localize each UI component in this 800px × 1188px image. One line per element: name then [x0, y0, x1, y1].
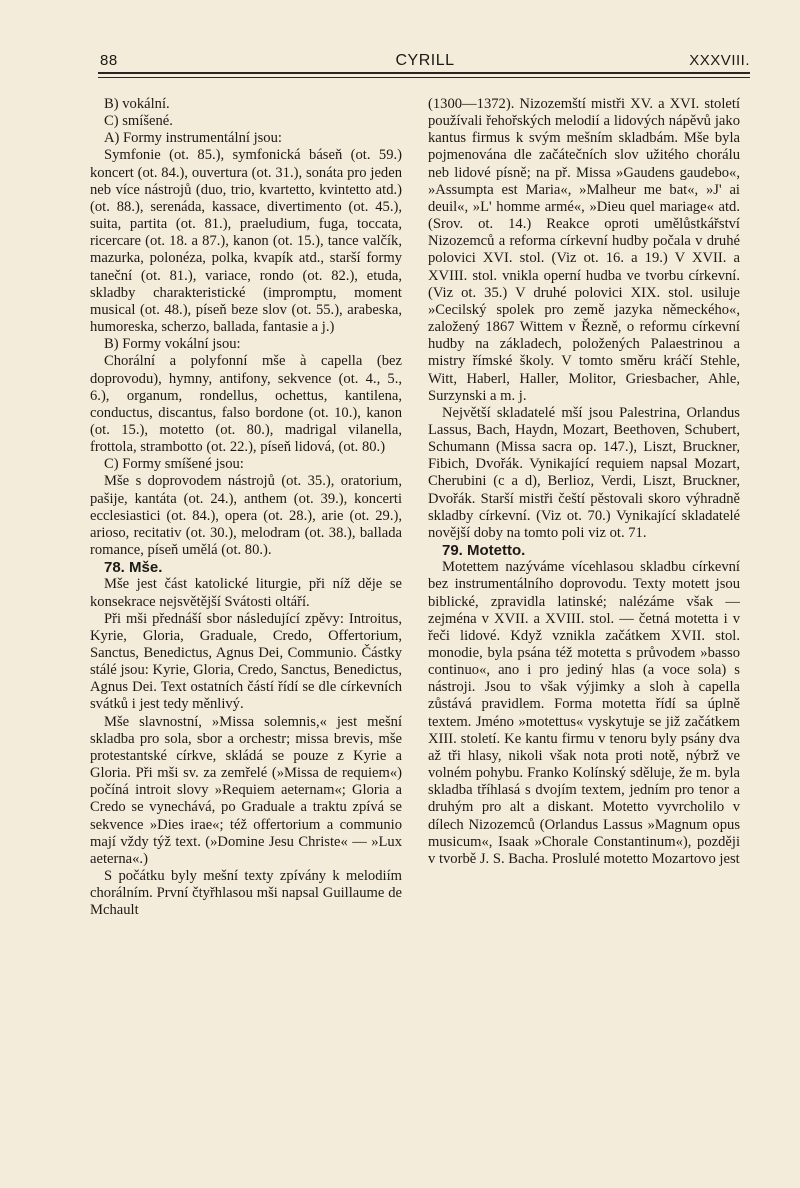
- subheading: B) Formy vokální jsou:: [104, 336, 241, 353]
- header-rule-thin: [98, 77, 750, 78]
- volume-number: XXXVIII.: [689, 52, 750, 69]
- subheading: A) Formy instrumentální jsou:: [104, 130, 282, 147]
- section-heading-79: 79. Motetto.: [442, 542, 526, 560]
- left-column: [90, 96, 402, 920]
- paragraph: S počátku byly mešní texty zpívány k melodiím chorálním. První čtyřhlasou mši napsal Guillaume de Mchault: [90, 868, 402, 919]
- subheading: C) Formy smíšené jsou:: [104, 456, 244, 473]
- paragraph: (1300—1372). Nizozemští mistři XV. a XVI. století používali řehořských melodií a lidových nápěvů jako kantus firmus k svým mešním skladbám. Mše byla pojmenována dle začátečních slov užitého chorálu neb lidové písně; na př. Missa »Gaudens gaudebo«, »Assumpta est Maria«, »Malheur me bat«, »J' ai deuil«, »L' homme armé«, »Dieu quel mariage« atd. (Srov. ot. 14.) Reakce oproti umělůstkářství Nizozemců a reforma církevní hudby počala v druhé polovici XVI. stol. (Viz ot. 16. a 19.) V XVII. a XVIII. stol. vnikla operní hudba ve tvorbu církevní. (Viz ot. 35.) V druhé polovici XIX. stol. usiluje »Cecilský spolek pro země jazyka německého«, založený 1867 Wittem v Řezně, o reformu církevní hudby na základech, položených Palaestrinou a mistry římské školy. V tomto směru kráčí Stehle, Witt, Haberl, Haller, Molitor, Griesbacher, Ahle, Surzynski a m. j.: [428, 96, 740, 404]
- paragraph: Motettem nazýváme vícehlasou skladbu církevní bez instrumentálního doprovodu. Texty motett jsou biblické, zpravidla latinské; nalézáme však — zejména v XVII. a XVIII. stol. — četná motetta i v řeči lidové. Když vznikla začátkem XVII. stol. monodie, byla psána též motetta s průvodem »basso continuo«, ano i pro jediný hlas (a voce sola) s nástroji. Jsou to však výjimky a sloh à capella zůstává pravidlem. Forma motetta řídí sa úplně textem. Jméno »motettus« vyskytuje se již začátkem XIII. století. Ke kantu firmu v tenoru byly psány dva až tři hlasy, nikoli však nota proti notě, nýbrž ve volném pohybu. Franko Kolínský sděluje, že m. byla skladba tříhlasá s dvojím textem, jedním pro tenor a druhým pro alt a diskant. Motetto vyvrcholilo v dílech Nizozemců (Orlandus Lassus »Magnum opus musicum«, Isaak »Chorale Constantinum«), později v tvorbě J. S. Bacha. Proslulé motetto Mozartovo jest: [428, 559, 740, 867]
- list-item: C) smíšené.: [104, 113, 173, 130]
- paragraph: Největší skladatelé mší jsou Palestrina, Orlandus Lassus, Bach, Haydn, Mozart, Beethoven, Schubert, Schumann (Missa sacra op. 147.), Liszt, Bruckner, Fibich, Dvořák. Vynikající requiem napsal Mozart, Cherubini (c a d), Berlioz, Verdi, Liszt, Bruckner, Dvořák. Starší mistři čeští pěstovali skoro výhradně skladby církevní. (Viz ot. 70.) Vynikající skladatelé novější doby na tomto poli viz ot. 71.: [428, 404, 740, 541]
- paragraph: Mše s doprovodem nástrojů (ot. 35.), oratorium, pašije, kantáta (ot. 24.), anthem (ot. 39.), koncerti ecclesiastici (ot. 84.), opera (ot. 28.), arie (ot. 29.), arioso, recitativ (ot. 30.), melodram (ot. 38.), ballada romance, píseň umělá (ot. 80.).: [90, 473, 402, 559]
- right-column: [428, 96, 740, 868]
- page-number: 88: [100, 52, 118, 69]
- paragraph: Symfonie (ot. 85.), symfonická báseň (ot. 59.) koncert (ot. 84.), ouvertura (ot. 31.), sonáta pro jeden neb více nástrojů (duo, trio, kvartetto, kvintetto atd.) (ot. 88.), serenáda, kassace, divertimento (ot. 45.), suita, partita (ot. 81.), praeludium, fuga, toccata, ricercare (ot. 18. a 87.), kanon (ot. 15.), tance valčík, mazurka, polonéza, polka, kvapík atd., starší formy taneční (ot. 81.), variace, rondo (ot. 82.), etuda, skladby charakteristické (impromptu, moment musical (ot. 48.), píseň beze slov (ot. 55.), arabeska, humoreska, scherzo, ballada, fantasie a j.): [90, 147, 402, 336]
- header-rule: [98, 72, 750, 74]
- running-title: CYRILL: [395, 52, 455, 69]
- section-heading-78: 78. Mše.: [104, 559, 163, 577]
- paragraph: Při mši přednáší sbor následující zpěvy: Introitus, Kyrie, Gloria, Graduale, Credo, Offertorium, Sanctus, Benedictus, Agnus Dei, Communio. Částky stálé jsou: Kyrie, Gloria, Credo, Sanctus, Benedictus, Agnus Dei. Text ostatních částí řídí se dle církevních svátků i jest tedy měnlivý.: [90, 610, 402, 713]
- paragraph: Chorální a polyfonní mše à capella (bez doprovodu), hymny, antifony, sekvence (ot. 4., 5., 6.), organum, rondellus, ochettus, kantilena, conductus, discantus, falso bordone (ot. 10.), kanon (ot. 15.), motetto (ot. 80.), madrigal vilanella, frottola, strambotto (ot. 22.), píseň lidová, (ot. 80.): [90, 353, 402, 456]
- list-item: B) vokální.: [104, 96, 170, 112]
- paragraph: Mše jest část katolické liturgie, při níž děje se konsekrace nejsvětější Svátosti oltáří.: [90, 576, 402, 610]
- paragraph: Mše slavnostní, »Missa solemnis,« jest mešní skladba pro sola, sbor a orchestr; missa brevis, mše protestantské církve, skládá se pouze z Kyrie a Gloria. Při mši sv. za zemřelé (»Missa de requiem«) počíná introit slovy »Requiem aeternam«; Gloria a Credo se vynechává, po Graduale a traktu zpívá se sekvence »Dies irae«; též offertorium a communio mají vždy týž text. (»Domine Jesu Christe« — »Lux aeterna«.): [90, 713, 402, 867]
